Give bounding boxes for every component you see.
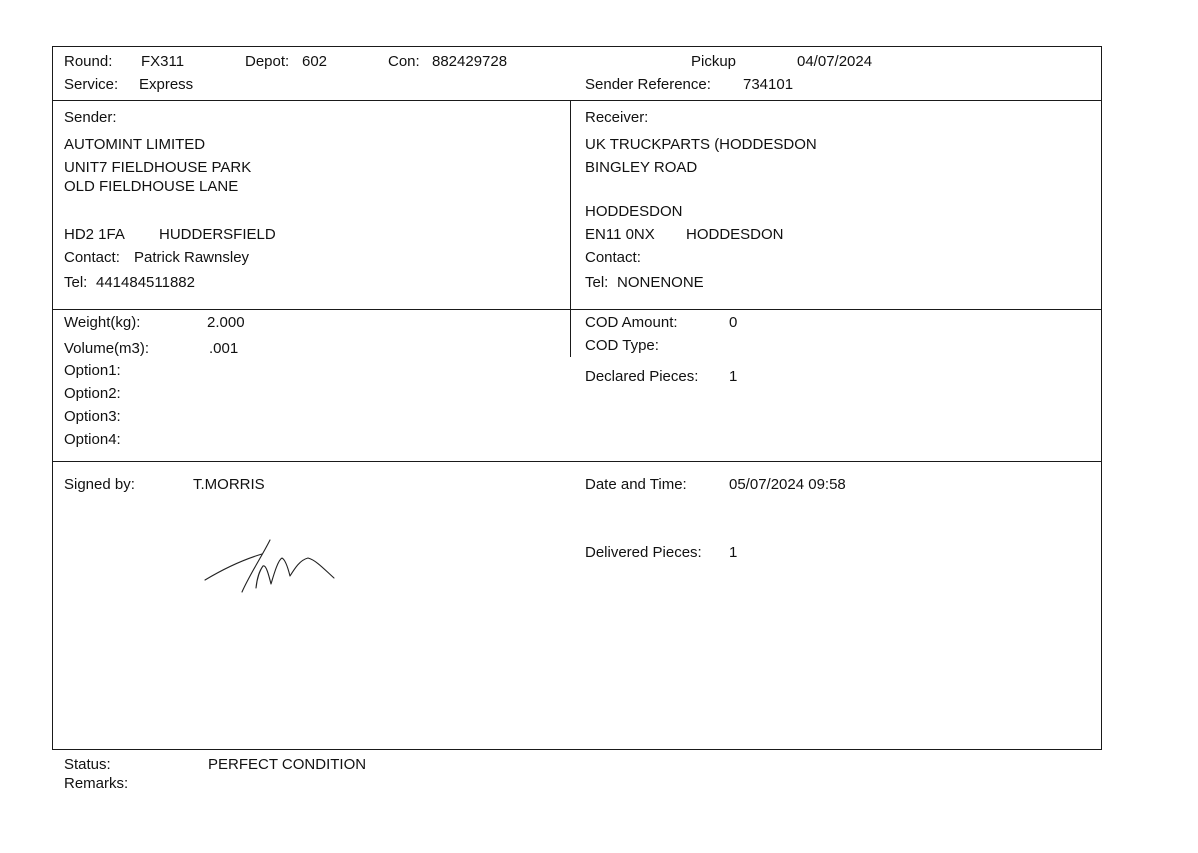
sender-tel-label: Tel: [64,274,88,291]
sender-address-line-1: UNIT7 FIELDHOUSE PARK [64,159,252,176]
receiver-postcode: EN11 0NX [585,226,655,243]
divider-addresses [53,309,1101,310]
receiver-town: HODDESDON [686,226,784,243]
pickup-date: 04/07/2024 [797,53,873,70]
option1-label: Option1: [64,362,121,379]
status-label: Status: [64,756,111,773]
sender-contact-label: Contact: [64,249,120,266]
volume-label: Volume(m3): [64,340,150,357]
sender-tel-value: 441484511882 [96,274,195,291]
date-time-label: Date and Time: [585,476,687,493]
pickup-label: Pickup [691,53,737,70]
sender-name: AUTOMINT LIMITED [64,136,206,153]
delivered-pieces-label: Delivered Pieces: [585,544,702,561]
sender-reference-value: 734101 [743,76,794,93]
receiver-address-line-3: HODDESDON [585,203,683,220]
divider-header [53,100,1101,101]
depot-value: 602 [302,53,328,70]
receiver-tel-value: NONENONE [617,274,704,291]
service-value: Express [139,76,194,93]
con-label: Con: [388,53,420,70]
round-label: Round: [64,53,113,70]
cod-amount-label: COD Amount: [585,314,678,331]
signed-by-label: Signed by: [64,476,135,493]
divider-details [53,461,1101,462]
receiver-heading: Receiver: [585,109,649,126]
sender-postcode: HD2 1FA [64,226,125,243]
sender-contact-value: Patrick Rawnsley [134,249,250,266]
delivery-record-frame [52,46,1102,750]
receiver-name: UK TRUCKPARTS (HODDESDON [585,136,817,153]
signed-by-value: T.MORRIS [193,476,265,493]
delivered-pieces-value: 1 [729,544,738,561]
sender-heading: Sender: [64,109,117,126]
cod-type-label: COD Type: [585,337,659,354]
option2-label: Option2: [64,385,121,402]
remarks-label: Remarks: [64,775,129,792]
sender-reference-label: Sender Reference: [585,76,711,93]
sender-address-line-2: OLD FIELDHOUSE LANE [64,178,239,195]
option4-label: Option4: [64,431,121,448]
service-label: Service: [64,76,119,93]
sender-town: HUDDERSFIELD [159,226,276,243]
round-value: FX311 [141,53,185,70]
status-value: PERFECT CONDITION [208,756,367,773]
divider-sender-receiver [570,100,571,357]
cod-amount-value: 0 [729,314,738,331]
option3-label: Option3: [64,408,121,425]
declared-pieces-value: 1 [729,368,738,385]
receiver-address-line-1: BINGLEY ROAD [585,159,698,176]
receiver-contact-label: Contact: [585,249,641,266]
weight-label: Weight(kg): [64,314,141,331]
receiver-tel-label: Tel: [585,274,609,291]
con-value: 882429728 [432,53,508,70]
declared-pieces-label: Declared Pieces: [585,368,699,385]
date-time-value: 05/07/2024 09:58 [729,476,846,493]
depot-label: Depot: [245,53,290,70]
weight-value: 2.000 [207,314,245,331]
volume-value: .001 [209,340,239,357]
signature-image [150,488,350,598]
